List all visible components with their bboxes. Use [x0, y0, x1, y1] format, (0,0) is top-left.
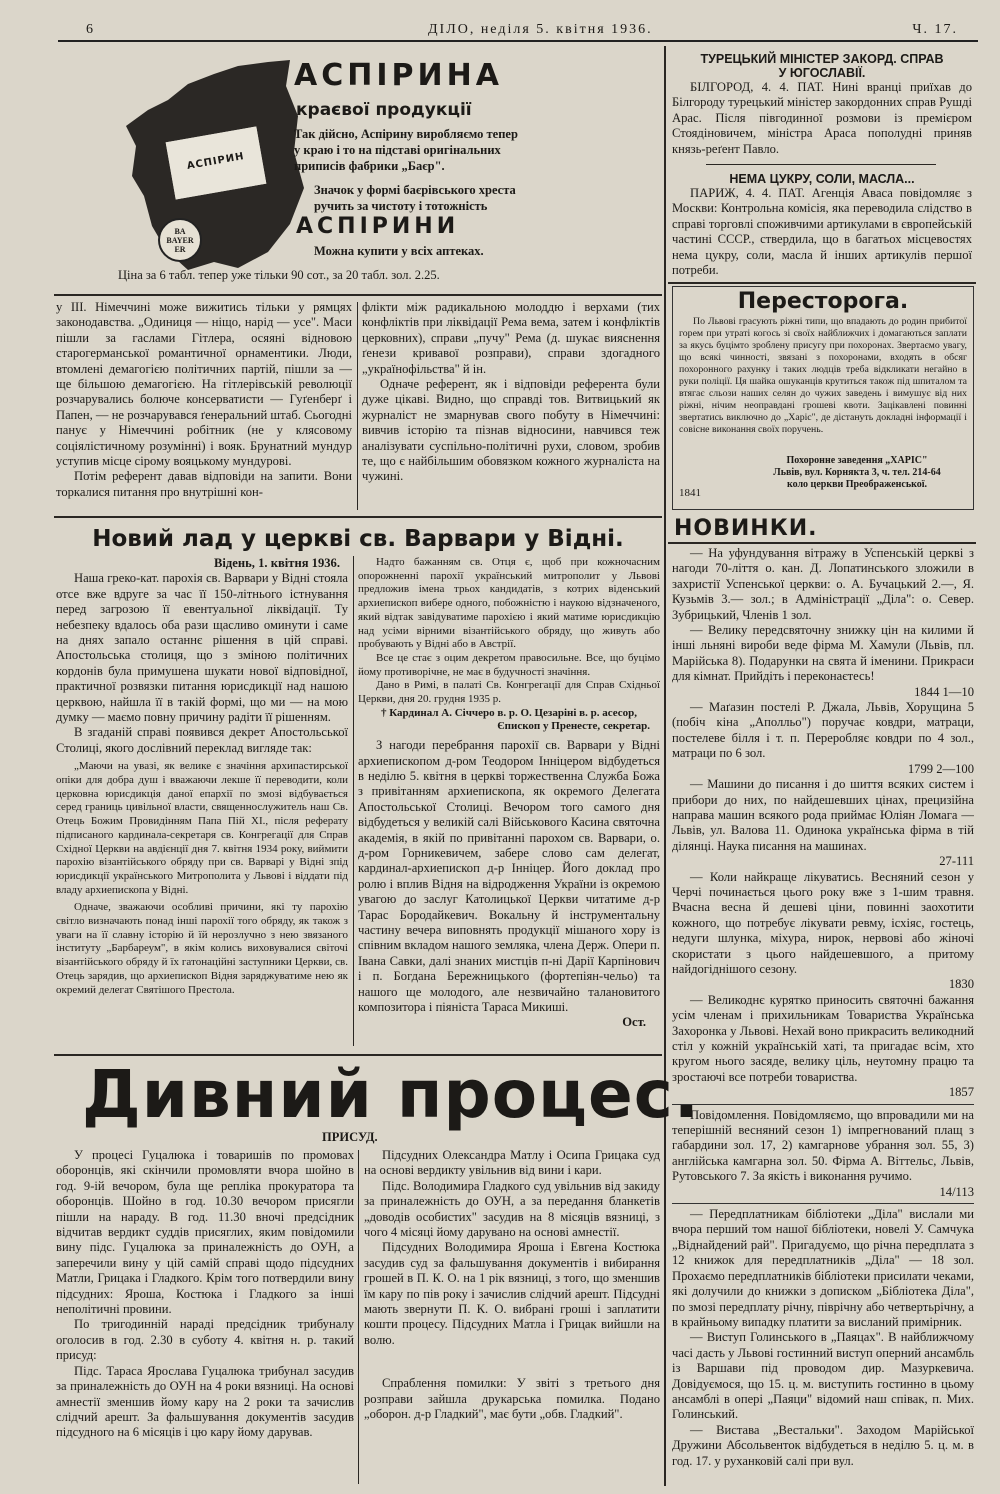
news-item: — Великоднє курятко приносить святочні бажання усім членам і прихильникам Товариства Українська Захоронка у Львові. Нехай воно прикрасить великодний стіл у кожній українській хаті, та пригадає всім, хто кругом нього засяде, велику ціль, неутомну працю та зростаючі все потреби товариства. [672, 992, 974, 1084]
rule-under-ad [54, 294, 662, 296]
rule-under-news-title [668, 542, 976, 544]
short-rule [706, 164, 936, 165]
vienna-col1: Відень, 1. квітня 1936. Наша греко-кат. парохія св. Варвари у Відні стояла отсе вже вдруге за час її 150-літнього істнування перед загрозою її евентуальної ліквідації. Ту небезпеку вдалось оба рази щасливо оминути і саме на днях запало останнє рішення в цій справі. Апостольська столиця, що з зміною політичних кордонів була примушена шукати нової відповідної, практичної розвязки питання юрисдикції над нашою церквою, найшла її в такій формі, що ми — на мою думку — маємо повну причину радіти її рішенням. В згаданій справі появився декрет Апостольської Столиці, якого дослівний переклад вигляде так: „Маючи на увазі, як велике є значіння архипастирської опіки для добра душ і вважаючи лекше її переводити, коли церковна юрисдикція даної епархії по змозі відбувається серед границь цивільної власти, священнослужитель наш Св. Отець Божим Провидінням Папа Пій ХІ., після реферату підписаного кардинала-секретаря св. Конгрегації для Справ Східної Церкви на авдієнції дня 7. квітня 1934 року, виймити парохію візантійського обряду при св. Варварі у Відні зпід юрисдикції українського Митрополита у Львові і віддати під владу архиепископа у Відні. Одначе, зважаючи особливі причини, які ту парохію світло визначають понад інші парохії того обряду, як також з уваги на її славну історію й їй нерозлучно з нею звязаного інституту „Барбареум", в якім колись виховувалися світочі візантійського обряду й їх гатонаційні заступники Церкви, св. Отець зарядив, що архиепископ Відня заряджуватиме нею як окремий делегат Святішого Престола. [56, 556, 348, 996]
aspirin-price: Ціна за 6 табл. тепер уже тільки 90 сот., за 20 табл. зол. 2.25. [118, 268, 440, 282]
page-number: 6 [86, 22, 95, 37]
germany-article-col1: у ІІІ. Німеччині може вижитись тільки у рямцях законодавства. „Одиниця — ніщо, нарід — усе". Маси пішли за гаслами Гітлера, осяяні відновою старогерманської романтичної орнаментики. Люди, втомлені демагогією політичних партій, пішли за — ще більшою демагогією. На гітлерівській революції розчарувались болюче консерватисти — Гуґенберґ і Папен, — не розчарувався ґенеральний штаб. Сьогодні панує у Німеччині робітник (не у клясовому соціялістичному розумінні) і вояк. Брунатний мундур уступив місце сірому вояцькому мундурові. Потім референт давав відповіди на запити. Вони торкалися питання про внутрішні кон- [56, 300, 352, 499]
column-rule [357, 302, 358, 510]
germany-article-col2: флікти між радикальною молоддю і верхами (тих конфліктів при ліквідації Рема вема, затем і конфліктів церковних), справи „пучу" Рема (д. шукає вияснення ґенези кривавої розправи), справи здогадного „українофільства" й ін. Одначе референт, як і відповіди референта були дуже цікаві. Видно, що справді тов. Витвицький як журналіст не змарнував свого побуту в Німеччині: вивчив історію та пізнав відносини, навчився теж аналізувати суспільно-політичні рухи, словом, зробив те, що є найбільшим обовязком кожного журналіста на чужині. [362, 300, 660, 484]
news-item: — Велику передсвяточну знижку цін на килими й інші льняні вироби веде фірма М. Хамули (Львів, пл. Марійська 8). Подарунки на свята й іменини. Прикраси для кімнат. Прийдіть і переконаєтесь! [672, 623, 974, 684]
news-item: — Машини до писання і до шиття всяких систем і прибори до них, по найдешевших цінах, прецизійна направа машин всякого рода приймає Юліян Ломага — Львів, ул. Валова 11. Одинока українська фірма в тій ділянці. Наука писання на машинах. [672, 777, 974, 853]
aspirin-package: АСПІРИН [166, 126, 267, 199]
aspirin-title: АСПІРИНА [294, 58, 503, 93]
trial-col1: У процесі Гуцалюка і товаришів по промовах оборонців, які скінчили промовляти вчора шойно в год. 9-ій вечором, була ще репліка прокуратора та оборонців. Шойно в год. 10.30 вечором присягли пішли на нараду. В год. 11.30 вночі предсідник відчитав вердикт суддів присяглих, яким повідомили вину підс. Гуцалюка за приналежність до ОУН, а заперечили вину у цій самій справі щодо підсудних Матли, Грицака і Гладкого. Крім того потвердили вину підсудних: Яроша, Костюка і Гладкого за інші неполітичні провини. По тригодинній нараді предсідник трибуналу оголосив в год. 2.30 в суботу 4. квітня н. р. такий присуд: Підс. Тараса Ярослава Гуцалюка трибунал засудив за приналежність до ОУН на 4 роки вязниці. На основі амнестії зменшив йому кару на 2 роки та зачислив слідчий арешт. За фальшування документів засудив підсудного на 6 місяців і цю кару йому дарував. [56, 1148, 354, 1440]
trial-headline: Дивний процес. [82, 1056, 700, 1133]
column-rule [353, 556, 354, 1046]
shortage-article: НЕМА ЦУКРУ, СОЛИ, МАСЛА... ПАРИЖ, 4. 4. ПАТ. Агенція Аваса повідомляє з Москви: Контрольна комісія, яка переводила слідство в справі торговлі споживчими артикулами в європейській частині СССР., ствердила, що в багатьох місцевостях нема цукру, соли, масла й інших артикулів першої потреби. [672, 172, 972, 278]
aspirin-title-2: АСПІРИНИ [296, 214, 460, 239]
warning-notice: Пересторога. По Львові грасують ріжні типи, що впадають до родин прибитої горем при утраті когось зі своїх найближчих і домагаються заплати за якусь буцімто зроблену присугу при похоронах. Звертаємо увагу, що всякі чинності, звязані з похоронами, входять в обсяг похоронного рахунку і таких людців треба відкликати негайно в руки поліції. Ця шайка ошуканців крутиться також під шпиталом та втягає сльози наших селян до чужих заведень і вимушує від них ріжні, нічим неоправдані грошеві квоти. Зацікавлені повинні звертатись виключно до „Харіс", де дістануть докладні інформації і совісне виконання своїх поручень. 1841 Похоронне заведення „ХАРІС" Львів, вул. Корнякта 3, ч. тел. 214-64 коло церкви Преображенської. [672, 286, 974, 510]
column-rule [358, 1150, 359, 1484]
bayer-cross-logo: BA BAYER ER [158, 218, 202, 262]
trial-subheading: ПРИСУД. [322, 1130, 378, 1144]
issue-number: Ч. 17. [912, 22, 958, 37]
aspirin-subtitle: краєвої продукції [296, 100, 472, 120]
rule-above-vienna [54, 516, 662, 518]
page-header [58, 22, 978, 42]
news-item: — Виступ Голинського в „Паяцах". В найближчому часі дасть у Львові гостинний виступ оперний ансамбль із Варшави під проводом дир. Мазуркевича. Довідуємося, що 15. ц. м. виступить гостинно в цьому ансамблі в опері „Паяци" відомий наш співак, п. Мих. Голинський. [672, 1330, 974, 1422]
column-rule-right [664, 46, 666, 1486]
correction-note: Спраблення помилки: У звіті з третього дня розправи зайшла друкарська помилка. Подано „оборон. д-р Гладкий", має бути „обв. Гладкий". [364, 1376, 660, 1422]
aspirin-advertisement [118, 56, 558, 288]
news-item: — На уфундування вітражу в Успенській церкві з нагоди 70-ліття о. кан. Д. Лопатинського зложили в захристії Успенської церкви: о. А. Бучацький 2.—, Я. Кузьмів 3.— зол.; в Адміністрації „Діла": о. Север. Зубрицький, Членів 1 зол. [672, 546, 974, 622]
news-item: — Коли найкраще лікуватись. Весняний сезон у Черчі починається цього року вже з 1-шим травня. Вчасна весна й дешеві ціни, повинні заохотити кожного, що потребує лікувати ревму, ісхіяс, гостець, недуги шлунка, міхура, нирок, нервові або жіночі скористати з цього найдешевшого, а притому найдогіднішого сезону. [672, 869, 974, 976]
vienna-dateline: Відень, 1. квітня 1936. [214, 556, 340, 570]
news-item: — Передплатникам бібліотеки „Діла" вислали ми вчора перший том нашої бібліотеки, новелі У. Самчука „Віднайдений рай". Пригадуємо, що річна передплата з 12 книжок для передплатників „Діла" — 18 зол. Прохаємо передплатників бібліотеки присилати чеками, які долучили до книжки з дописком „Бібліотека Діла", по змозі передплату річну, піврічну або четвертьрічну, а в крайньому випадку платити за висланий примірник. [672, 1207, 974, 1329]
turkish-minister-article: ТУРЕЦЬКИЙ МІНІСТЕР ЗАКОРД. СПРАВ У ЮГОСЛАВІЇ. БІЛГОРОД, 4. 4. ПАТ. Нині вранці приїхав до Білгороду турецький міністер закордонних справ Рушді Арас. Після півгодинної розмови із премієром Стоядіновичем, міністра Араса пополудні приняв князь-реґент Павло. [672, 52, 972, 156]
vienna-headline: Новий лад у церкві св. Варвари у Відні. [92, 526, 624, 552]
haris-firm-address: Похоронне заведення „ХАРІС" Львів, вул. Корнякта 3, ч. тел. 214-64 коло церкви Преображенської. [773, 455, 941, 490]
news-title: НОВИНКИ. [674, 516, 818, 541]
paper-title-date: ДІЛО, неділя 5. квітня 1936. [428, 22, 653, 37]
aspirin-text-2: Значок у формі баєрівського хреста ручить за чистоту і тотожність [314, 183, 516, 213]
trial-col2: Підсудних Олександра Матлу і Осипа Грицака суд на основі вердикту увільнив від вини і кари. Підс. Володимира Гладкого суд увільнив від закиду за приналежність до ОУН, а за передання бланкетів „доводів особистих" засудив на 8 місяців вязниці, з чого 4 місяці йому дарувано на основі амнестії. Підсудних Володимира Яроша і Евгена Костюка засудив суд за фальшування документів і вибирання грошей в П. К. О. на 1 рік вязниці, з того, що зменшив їм кару по пів року і зачислив слідчий арешт. Підсудні мають звернути П. К. О. вибрані гроші і заплатити кошти процесу. Підсудних Матла і Грицак вийшли на волю. Спраблення помилки: У звіті з третього дня розправи зайшла друкарська помилка. Подано „оборон. д-р Гладкий", має бути „обв. Гладкий". [364, 1148, 660, 1422]
news-item: Повідомлення. Повідомляємо, що впровадили ми на теперішній весняний сезон 1) імпрегнований плащ з габардини зол. 17, 2) камгарнове убрання зол. 55, 3) англійська камгарна зол. 50. Фірма А. Віттельс, Львів, Рутовського 7. За якість і виконання ручимо. [672, 1107, 974, 1184]
rule-above-warning [668, 282, 976, 284]
aspirin-text-1: Так дійсно, Аспірину виробляємо тепер у краю і то на підставі оригінальних приписів фабрики „Баєр". [294, 127, 518, 173]
news-items: — На уфундування вітражу в Успенській церкві з нагоди 70-ліття о. кан. Д. Лопатинського зложили в захристії Успенської церкви: о. А. Бучацький 2.—, Я. Кузьмів 3.— зол.; в Адміністрації „Діла": о. Север. Зубрицький, Членів 1 зол. — Велику передсвяточну знижку цін на килими й інші льняні вироби веде фірма М. Хамули (Львів, пл. Марійська 8). Подарунки на свята й іменини. Прикраси для кімнат. Прийдіть і переконаєтесь! 1844 1—10 — Маґазин постелі Р. Джала, Львів, Хорущина 5 (побіч кіна „Аполльо") поручає ковдри, матраци, постелеве білля і т. п. Переробляє ковдри по 4 зол., матраци по 6 зол. 1799 2—100 — Машини до писання і до шиття всяких систем і прибори до них, по найдешевших цінах, прецизійна направа машин всякого рода приймає Юліян Ломага — Львів, ул. Валова 11. Одинока українська фірма в тій ділянці. Наука писання на машинах. 27-111 — Коли найкраще лікуватись. Весняний сезон у Черчі починається цього року вже з 1-шим травня. Вчасна весна й дешеві ціни, повинні заохотити кожного, що потребує лікувати ревму, ісхіяс, гостець, недуги шлунка, міхура, нирок, нервові або жіночі скористати з цього найдешевшого, а притому найдогіднішого сезону. 1830 — Великоднє курятко приносить святочні бажання усім членам і прихильникам Товариства Українська Захоронка у Львові. Нехай воно прикрасить великодний стіл у кожній українській хаті, та пригадає всім, хто кругом нього засяде, велику ціль, неутомну працю та зростаючі все потреби товариства. 1857 Повідомлення. Повідомляємо, що впровадили ми на теперішній весняний сезон 1) імпрегнований плащ з габардини зол. 17, 2) камгарнове убрання зол. 55, 3) англійська камгарна зол. 50. Фірма А. Віттельс, Львів, Рутовського 7. За якість і виконання ручимо. 14/113 — Передплатникам бібліотеки „Діла" вислали ми вчора перший том нашої бібліотеки, новелі У. Самчука „Віднайдений рай". Пригадуємо, що річна передплата з 12 книжок для передплатників „Діла" — 18 зол. Прохаємо передплатників бібліотеки присилати чеками, які долучили до книжки з дописком „Бібліотека Діла", по змозі передплату річну, піврічну або четвертьрічну, а в крайньому випадку платити за висланий примірник. — Виступ Голинського в „Паяцах". В найближчому часі дасть у Львові гостинний виступ оперний ансамбль із Варшави під проводом дир. Мазуркевича. Довідуємося, що 15. ц. м. виступить гостинно в цьому ансамблі в опері „Паяци" відомий наш співак, п. Мих. Голинський. — Вистава „Вестальки". Заходом Марійської Дружини Абсольвенток відбудеться в неділю 5. ц. м. в год. 17. у руханковій салі при вул. [672, 546, 974, 1468]
news-item: — Вистава „Вестальки". Заходом Марійської Дружини Абсольвенток відбудеться в неділю 5. ц. м. в год. 17. у руханковій салі при вул. [672, 1422, 974, 1468]
news-item: — Маґазин постелі Р. Джала, Львів, Хорущина 5 (побіч кіна „Аполльо") поручає ковдри, матраци, постелеве білля і т. п. Переробляє ковдри по 4 зол., матраци по 6 зол. [672, 700, 974, 761]
warning-title: Пересторога. [737, 289, 909, 314]
aspirin-availability: Можна купити у всіх аптеках. [314, 244, 484, 258]
vienna-col2: Надто бажанням св. Отця є, щоб при кожночасним опорожненні парохії український митрополит у Львові предложив імена трьох кандидатів, з котрих віденський архиепископ вибере одного, побожністю і наукою відзначеного, який відтак завідуватиме парохією і який матиме юрисдикцію над усіми вірними візантійського обряду, що живуть або пробувають у Відні або в Австрії. Все це стає з оцим декретом правосильне. Все, що буцімо йому противорічне, не має в будучності значіння. Дано в Римі, в палаті Св. Конгрегації для Справ Східньої Церкви, дня 20. грудня 1935 р. † Кардинал А. Січчеро в. р. О. Цезаріні в. р. асесор, Єпископ у Пренесте, секретар. З нагоди перебрання парохії св. Варвари у Відні архиепископом д-ром Теодором Інніцером відбудеться в неділю 5. квітня в церкві торжественна Служба Божа з привітанням архиепископа, як окремого Делегата Апостольської Столиці. Вечором того самого дня відбудеться у великій салі Військового Касина святочна академія, в якій по привітанні парохом св. Варвари, о. д-ром Горникевичем, забере слово сам делегат, кардинал-архиепископ д-р Інніцер. Його доклад про ролю і вплив Відня на відродження України із окремою увагою до заслуг Католицької Церкви читатиме д-р Тарас Бородайкевич. Вокальну й інструментальну частину вечера виповнять продукції мішаного хору із співним вкладом нашого земляка, члена Держ. Опери п. Івана Савки, далі знаних мистців п-ні Дарії Карпінович і п. Богдана Бережницького (фортепіян-чельо) та нашого ще молодого, але незвичайно талановитого композитора і піяніста Тараса Микиші. Ост. [358, 556, 660, 1030]
